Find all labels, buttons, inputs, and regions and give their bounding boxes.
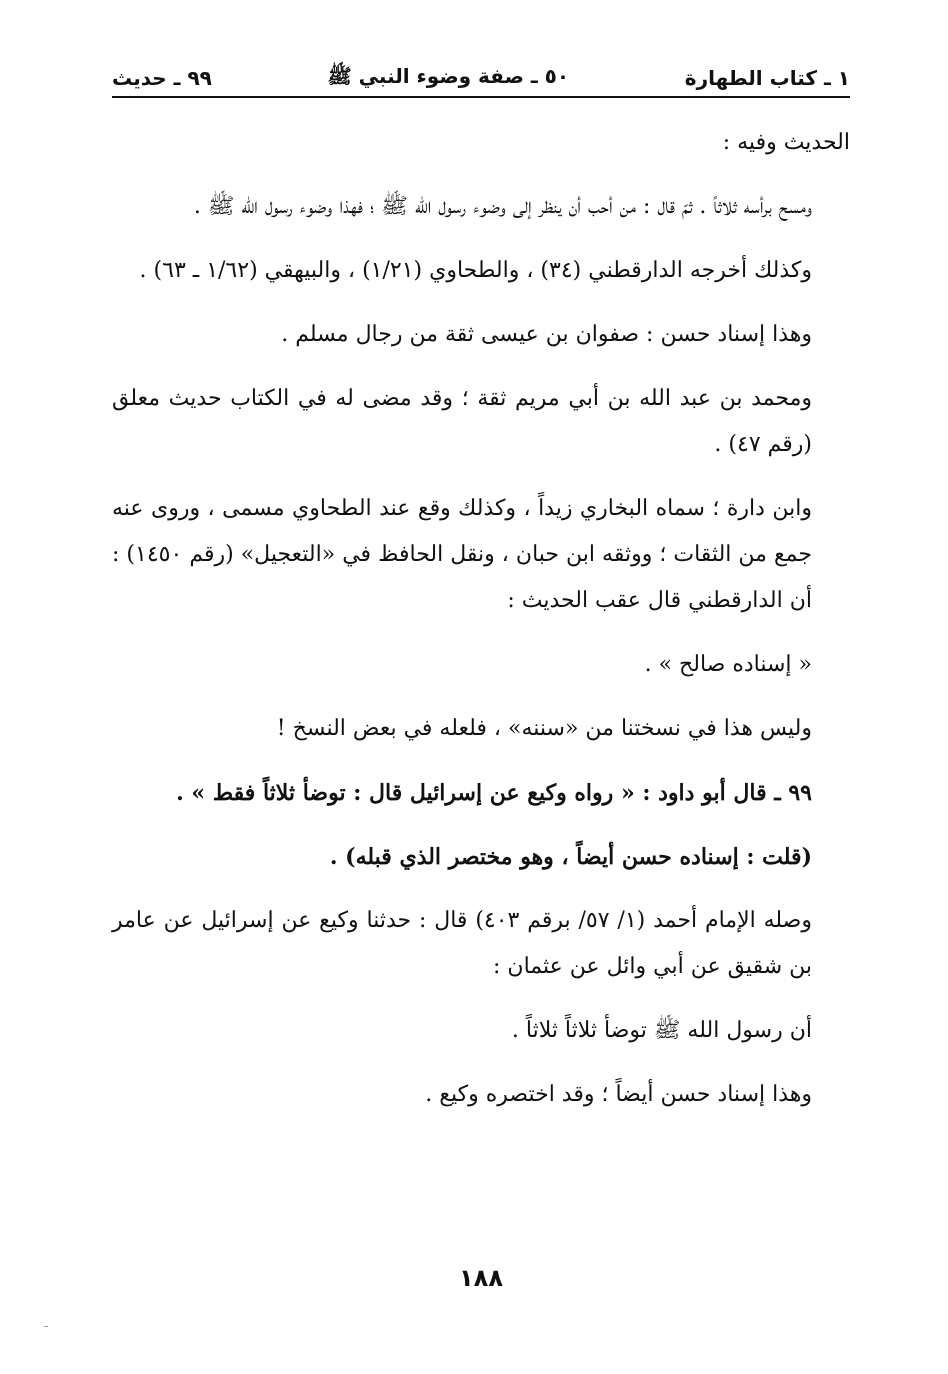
paragraph-4: وهذا إسناد حسن : صفوان بن عيسى ثقة من رجال مسلم . <box>281 322 812 347</box>
paragraph-2: ومسح برأسه ثلاثاً . ثمّ قال : من أحب أن ينظر إلى وضوء رسول الله ﷺ ؛ فهذا وضوء رسول الله ﷺ . <box>193 194 812 219</box>
scan-speck <box>44 1326 48 1327</box>
hadith-99-grading: (قلت : إسناده حسن أيضاً ، وهو مختصر الذي قبله) . <box>329 844 812 870</box>
hadith-99-text: ٩٩ ـ قال أبو داود : « رواه وكيع عن إسرائيل قال : توضأ ثلاثاً فقط » . <box>176 780 812 806</box>
header-section: ٥٠ ـ صفة وضوء النبي ﷺ <box>327 63 570 88</box>
page-number: ١٨٨ <box>459 1264 503 1292</box>
paragraph-11: وصله الإمام أحمد (١/ ٥٧/ برقم ٤٠٣) قال : حدثنا وكيع عن إسرائيل عن عامر بن شقيق عن أبي وائل عن عثمان : <box>112 908 812 979</box>
paragraph-7: « إسناده صالح » . <box>644 652 812 677</box>
page-body <box>112 120 850 1136</box>
header-chapter: ١ ـ كتاب الطهارة <box>684 66 850 90</box>
paragraph-3: وكذلك أخرجه الدارقطني (٣٤) ، والطحاوي (١/٢١) ، والبيهقي (١/٦٢ ـ ٦٣) . <box>139 258 812 283</box>
running-header <box>112 60 850 96</box>
header-divider <box>112 96 850 98</box>
paragraph-12: أن رسول الله ﷺ توضأ ثلاثاً ثلاثاً . <box>511 1018 812 1043</box>
paragraph-1: الحديث وفيه : <box>722 130 850 155</box>
header-hadith-number: ٩٩ ـ حديث <box>112 66 212 90</box>
paragraph-5: ومحمد بن عبد الله بن أبي مريم ثقة ؛ وقد مضى له في الكتاب حديث معلق (رقم ٤٧) . <box>112 386 812 457</box>
paragraph-8: وليس هذا في نسختنا من «سننه» ، فلعله في بعض النسخ ! <box>276 716 812 741</box>
paragraph-13: وهذا إسناد حسن أيضاً ؛ وقد اختصره وكيع . <box>425 1082 812 1107</box>
paragraph-6: وابن دارة ؛ سماه البخاري زيداً ، وكذلك وقع عند الطحاوي مسمى ، وروى عنه جمع من الثقات ؛ ووثقه ابن حبان ، ونقل الحافظ في «التعجيل» (رقم ١٤٥٠) : أن الدارقطني قال عقب الحديث : <box>112 496 812 613</box>
book-page <box>112 52 850 1342</box>
